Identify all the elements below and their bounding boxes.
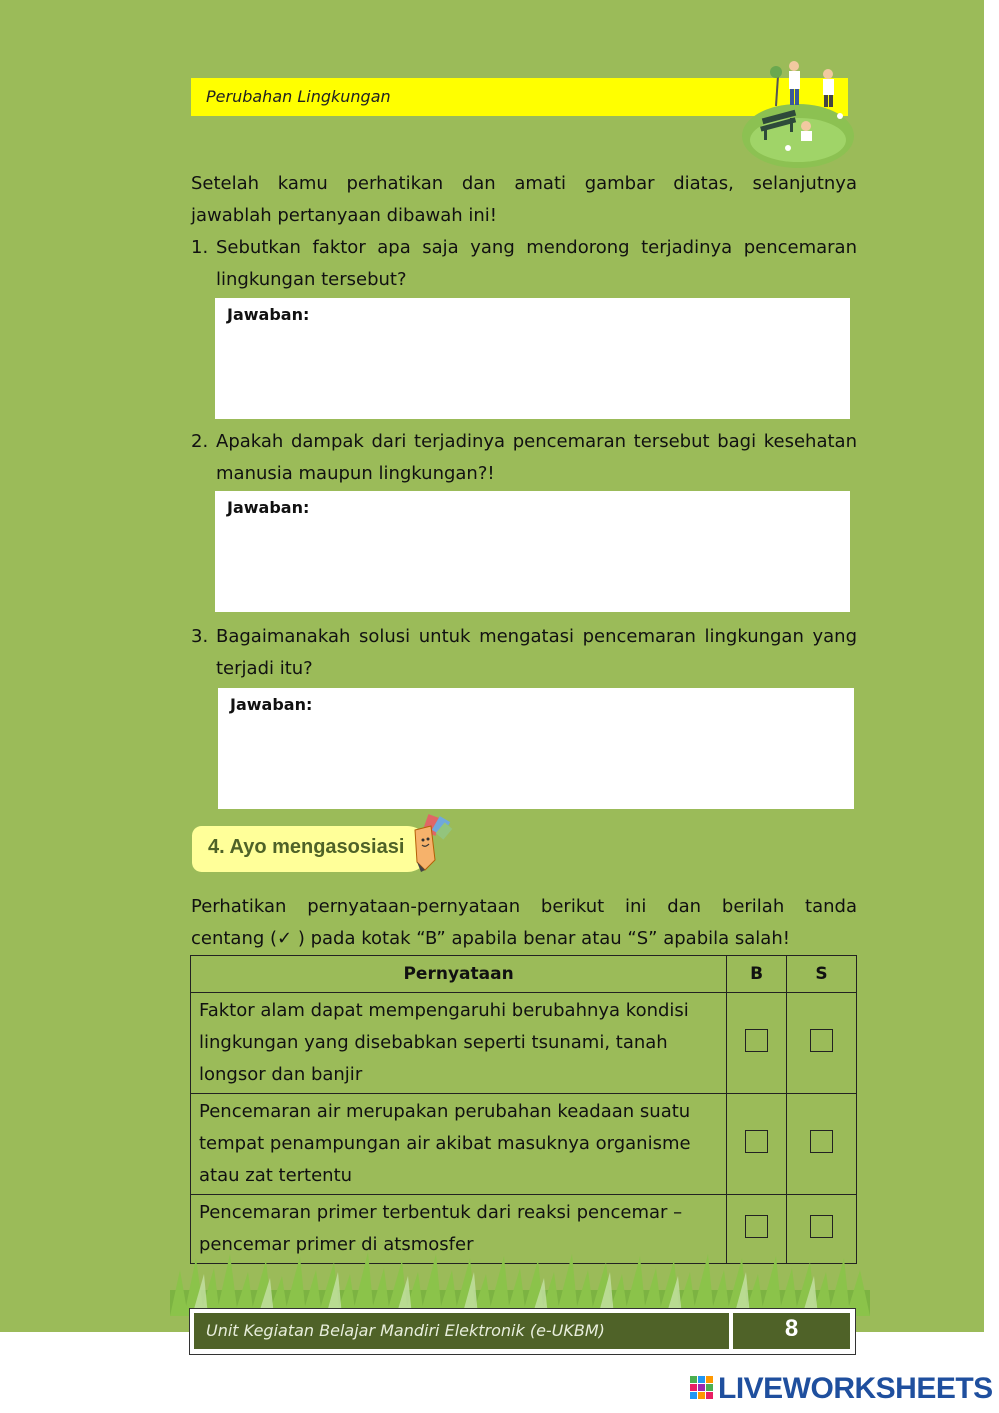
question-1-number: 1.: [191, 237, 209, 258]
intro-line-2: jawablah pertanyaan dibawah ini!: [191, 205, 497, 226]
checkbox-b-1[interactable]: [745, 1029, 768, 1052]
statements-table: [190, 955, 857, 1264]
statement-line: longsor dan banjir: [199, 1064, 363, 1085]
statement-line: Pencemaran air merupakan perubahan keadaan suatu: [199, 1101, 691, 1122]
checkbox-s-1[interactable]: [810, 1029, 833, 1052]
statement-line: Faktor alam dapat mempengaruhi berubahnya kondisi: [199, 1000, 689, 1021]
footer-text: Unit Kegiatan Belajar Mandiri Elektronik (e-UKBM): [206, 1321, 605, 1340]
answer-label-3: Jawaban:: [230, 695, 313, 714]
table-row: [191, 1094, 857, 1195]
answer-box-3[interactable]: [218, 688, 854, 809]
header-b: B: [727, 956, 787, 993]
answer-label-2: Jawaban:: [227, 498, 310, 517]
cell-s: [787, 1094, 857, 1195]
grass-decoration: [170, 1250, 870, 1316]
checkbox-b-2[interactable]: [745, 1130, 768, 1153]
question-3-number: 3.: [191, 626, 209, 647]
environment-cleanup-illustration: [740, 56, 860, 168]
question-2-text-line-1: Apakah dampak dari terjadinya pencemaran tersebut bagi kesehatan: [216, 431, 857, 452]
checkbox-s-2[interactable]: [810, 1130, 833, 1153]
page-header-title: Perubahan Lingkungan: [206, 87, 391, 106]
liveworksheets-grid-icon: [690, 1376, 714, 1400]
table-header-row: [191, 956, 857, 993]
question-3-text-line-2: terjadi itu?: [216, 658, 313, 679]
page-number: 8: [784, 1315, 799, 1342]
statement-cell: [191, 993, 727, 1094]
footer-title-panel: [194, 1313, 729, 1349]
statement-line: Pencemaran primer terbentuk dari reaksi pencemar –: [199, 1202, 683, 1223]
answer-box-1[interactable]: [215, 298, 850, 419]
liveworksheets-text: LIVEWORKSHEETS: [718, 1372, 993, 1405]
statement-line: atau zat tertentu: [199, 1165, 353, 1186]
answer-label-1: Jawaban:: [227, 305, 310, 324]
statement-line: pencemar primer di atsmosfer: [199, 1234, 474, 1255]
statement-line: tempat penampungan air akibat masuknya organisme: [199, 1133, 691, 1154]
cell-b: [727, 1094, 787, 1195]
question-3-text-line-1: Bagaimanakah solusi untuk mengatasi pencemaran lingkungan yang: [216, 626, 857, 647]
question-1-text-line-2: lingkungan tersebut?: [216, 269, 407, 290]
section-4-heading: [192, 826, 430, 872]
checkbox-s-3[interactable]: [810, 1215, 833, 1238]
header-pernyataan: Pernyataan: [191, 956, 727, 993]
section-4-title: 4. Ayo mengasosiasi: [208, 836, 405, 858]
section-4-instruction-line-2: centang (✓ ) pada kotak “B” apabila benar atau “S” apabila salah!: [191, 928, 790, 949]
cell-s: [787, 993, 857, 1094]
question-1-text-line-1: Sebutkan faktor apa saja yang mendorong terjadinya pencemaran: [216, 237, 857, 258]
header-s: S: [787, 956, 857, 993]
checkbox-b-3[interactable]: [745, 1215, 768, 1238]
footer-page-panel: [733, 1313, 850, 1349]
pencil-icon: [405, 812, 455, 874]
table-row: [191, 993, 857, 1094]
statement-cell: [191, 1094, 727, 1195]
answer-box-2[interactable]: [215, 491, 850, 612]
question-2-number: 2.: [191, 431, 209, 452]
cell-b: [727, 993, 787, 1094]
statement-line: lingkungan yang disebabkan seperti tsunami, tanah: [199, 1032, 668, 1053]
question-2-text-line-2: manusia maupun lingkungan?!: [216, 463, 495, 484]
footer-bar: [189, 1308, 856, 1355]
intro-line-1: Setelah kamu perhatikan dan amati gambar diatas, selanjutnya: [191, 173, 857, 194]
section-4-instruction-line-1: Perhatikan pernyataan-pernyataan berikut ini dan berilah tanda: [191, 896, 857, 917]
